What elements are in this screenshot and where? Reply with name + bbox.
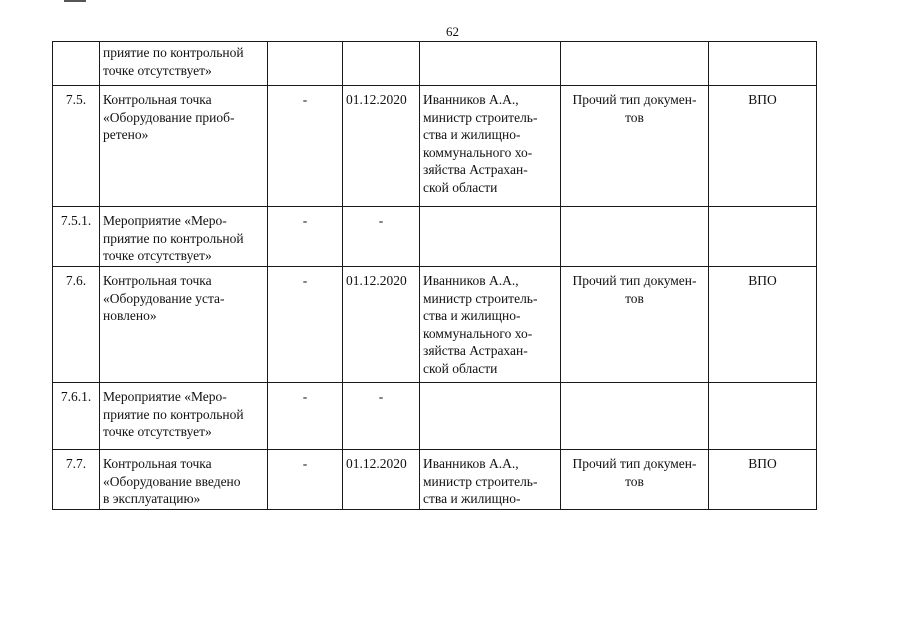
row-responsible: Иванников А.А., министр строитель- ства и жилищно- — [420, 450, 561, 510]
table-row — [53, 86, 817, 207]
row-responsible: Иванников А.А., министр строитель- ства и жилищно- коммунального хо- зяйства Астрахан- ской области — [420, 267, 561, 383]
row-document-type — [561, 42, 709, 86]
plan-table — [52, 41, 817, 510]
row-responsible: Иванников А.А., министр строитель- ства и жилищно- коммунального хо- зяйства Астрахан- ской области — [420, 86, 561, 207]
row-number: 7.6.1. — [53, 383, 100, 450]
row-end-date: 01.12.2020 — [343, 267, 420, 383]
row-end-date: - — [343, 207, 420, 267]
table-row — [53, 207, 817, 267]
row-start-date: - — [268, 383, 343, 450]
page-number: 62 — [446, 24, 459, 39]
row-control-level — [709, 207, 817, 267]
row-control-level: ВПО — [709, 86, 817, 207]
row-start-date: - — [268, 267, 343, 383]
row-end-date: 01.12.2020 — [343, 86, 420, 207]
row-responsible — [420, 383, 561, 450]
row-number: 7.7. — [53, 450, 100, 510]
row-document-type — [561, 383, 709, 450]
table-row — [53, 383, 817, 450]
row-responsible — [420, 207, 561, 267]
row-name: Мероприятие «Меро- приятие по контрольной точке отсутствует» — [100, 383, 268, 450]
row-start-date — [268, 42, 343, 86]
table-row — [53, 267, 817, 383]
row-responsible — [420, 42, 561, 86]
row-start-date: - — [268, 86, 343, 207]
row-number — [53, 42, 100, 86]
row-number: 7.5.1. — [53, 207, 100, 267]
row-document-type: Прочий тип докумен- тов — [561, 450, 709, 510]
row-number: 7.5. — [53, 86, 100, 207]
row-document-type: Прочий тип докумен- тов — [561, 267, 709, 383]
row-end-date — [343, 42, 420, 86]
row-document-type — [561, 207, 709, 267]
row-start-date: - — [268, 450, 343, 510]
row-name: Контрольная точка «Оборудование введено в эксплуатацию» — [100, 450, 268, 510]
row-end-date: - — [343, 383, 420, 450]
scan-mark — [64, 0, 86, 2]
row-control-level — [709, 383, 817, 450]
row-document-type: Прочий тип докумен- тов — [561, 86, 709, 207]
row-name: Контрольная точка «Оборудование приоб- ретено» — [100, 86, 268, 207]
row-name: Мероприятие «Меро- приятие по контрольной точке отсутствует» — [100, 207, 268, 267]
row-start-date: - — [268, 207, 343, 267]
row-control-level — [709, 42, 817, 86]
table-row — [53, 42, 817, 86]
row-number: 7.6. — [53, 267, 100, 383]
row-control-level: ВПО — [709, 267, 817, 383]
row-name: Контрольная точка «Оборудование уста- новлено» — [100, 267, 268, 383]
row-control-level: ВПО — [709, 450, 817, 510]
table-row — [53, 450, 817, 510]
row-end-date: 01.12.2020 — [343, 450, 420, 510]
row-name: приятие по контрольной точке отсутствует» — [100, 42, 268, 86]
